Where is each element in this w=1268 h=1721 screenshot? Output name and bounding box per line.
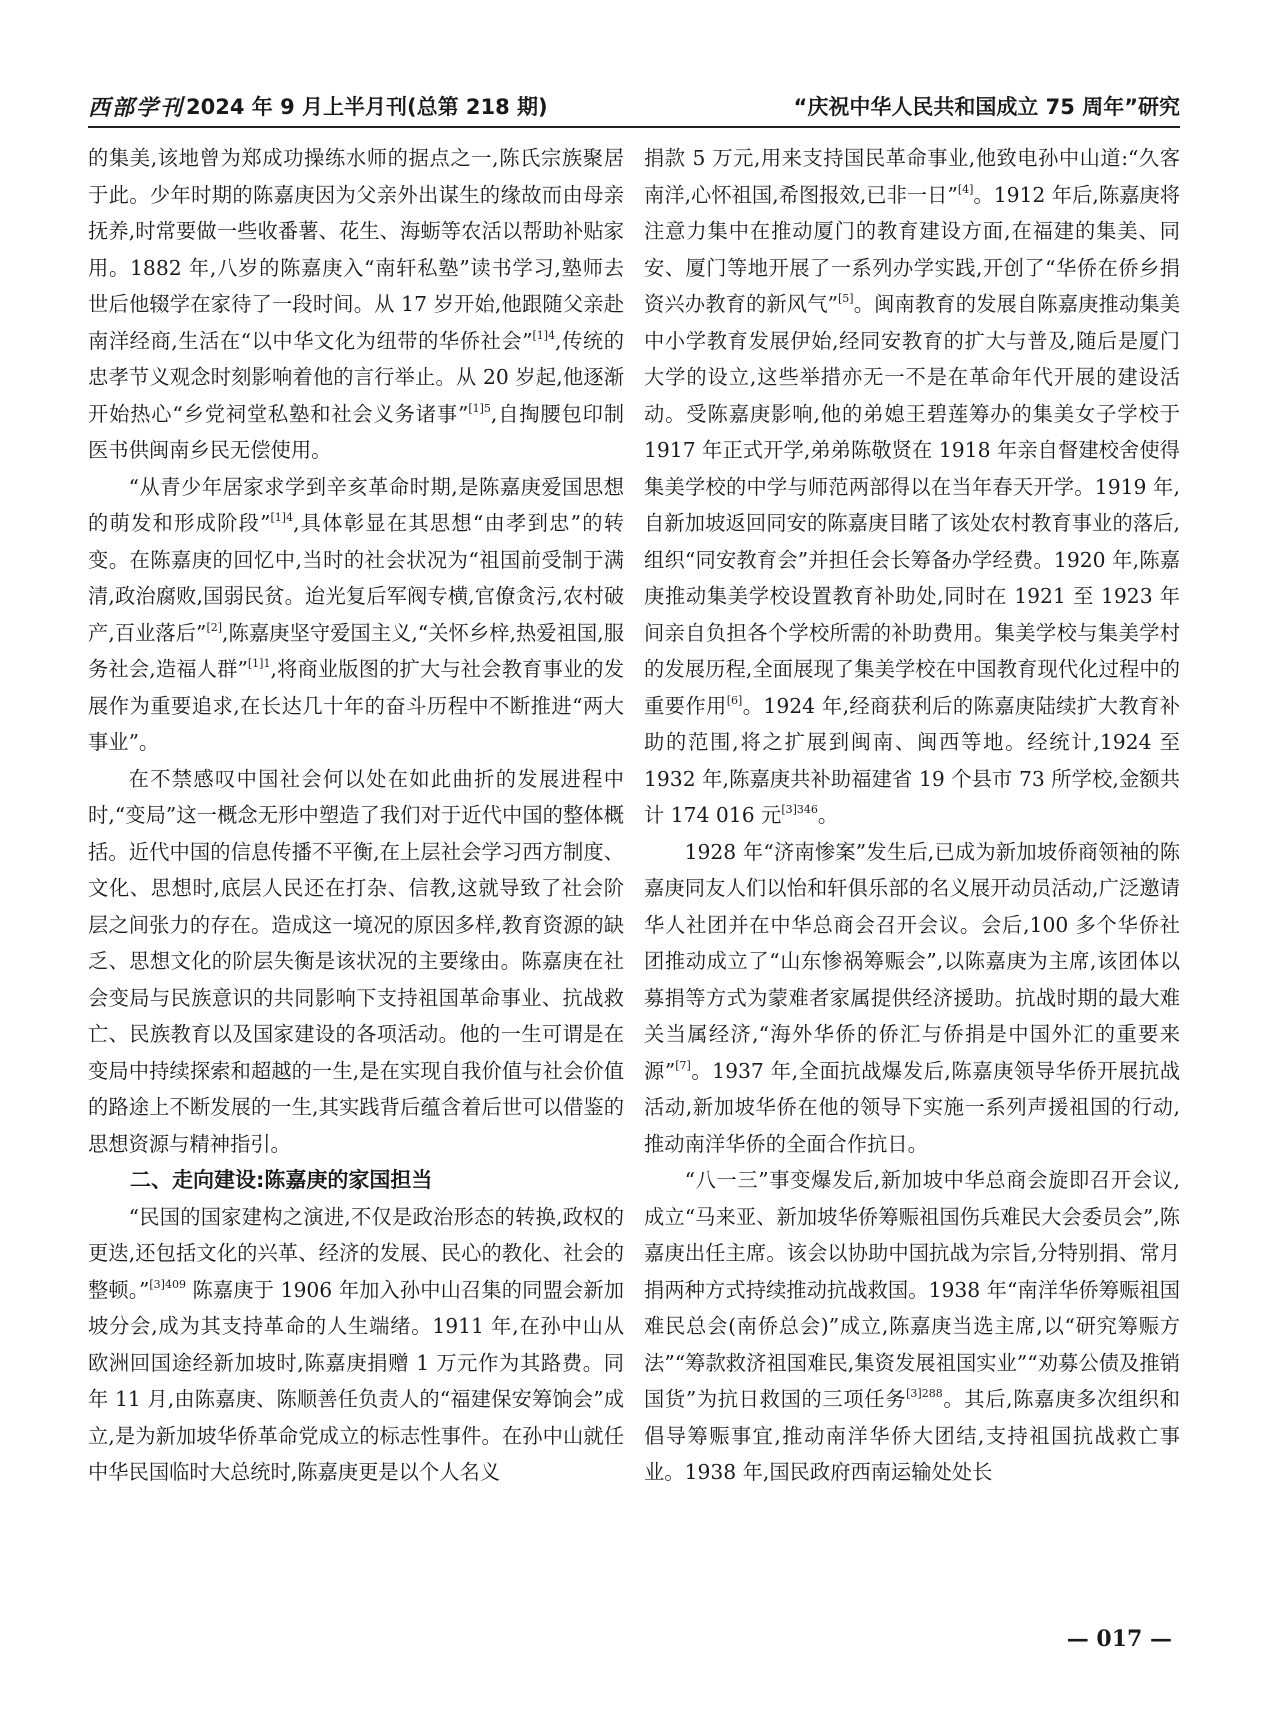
text-run: ,传统的忠孝节义观念时刻影响着他的言行举止。从 20 岁起,他逐渐开始热心“乡党祠堂私塾和社会义务诸事” (88, 328, 624, 426)
text-run: 。 (817, 803, 839, 827)
text-run: 。1937 年,全面抗战爆发后,陈嘉庚领导华侨开展抗战活动,新加坡华侨在他的领导下实施一系列声援祖国的行动,推动南洋华侨的全面合作抗日。 (644, 1058, 1180, 1156)
paragraph (88, 469, 624, 761)
text-run: 。其后,陈嘉庚多次组织和倡导筹赈事宜,推动南洋华侨大团结,支持祖国抗战救亡事业。1938 年,国民政府西南运输处处长 (644, 1387, 1181, 1484)
citation-ref: [2] (206, 620, 223, 634)
paragraph (88, 1199, 624, 1491)
text-run: 。闽南教育的发展自陈嘉庚推动集美中小学教育发展伊始,经同安教育的扩大与普及,随后是厦门大学的设立,这些举措亦无一不是在革命年代开展的建设活动。受陈嘉庚影响,他的弟媳王碧莲筹办的集美女子学校于 1917 年正式开学,弟弟陈敬贤在 1918 年亲自督建校舍使得集美学校的中学与师范两部得以在当年春天开学。1919 年,自新加坡返回同安的陈嘉庚目睹了该处农村教育事业的落后,组织“同安教育会”并担任会长筹备办学经费。1920 年,陈嘉庚推动集美学校设置教育补助处,同时在 1921 至 1923 年间亲自负担各个学校所需的补助费用。集美学校与集美学村的发展历程,全面展现了集美学校在中国教育现代化过程中的重要作用 (644, 292, 1180, 718)
text-run: ,将商业版图的扩大与社会教育事业的发展作为重要追求,在长达几十年的奋斗历程中不断推进“两大事业”。 (88, 657, 624, 754)
text-run: 陈嘉庚于 1906 年加入孙中山召集的同盟会新加坡分会,成为其支持革命的人生端绪。1911 年,在孙中山从欧洲回国途经新加坡时,陈嘉庚捐赠 1 万元作为其路费。同年 11 月,由陈嘉庚、陈顺善任负责人的“福建保安筹饷会”成立,是为新加坡华侨革命党成立的标志性事件。在孙中山就任中华民国临时大总统时,陈嘉庚更是以个人名义 (88, 1277, 624, 1484)
text-run: 捐款 5 万元,用来支持国民革命事业,他致电孙中山道:“久客南洋,心怀祖国,希图报效,已非一日” (644, 146, 1180, 207)
text-run: 的集美,该地曾为郑成功操练水师的据点之一,陈氏宗族聚居于此。少年时期的陈嘉庚因为父亲外出谋生的缘故而由母亲抚养,时常要做一些收番薯、花生、海蛎等农活以帮助补贴家用。1882 年,八岁的陈嘉庚入“南轩私塾”读书学习,塾师去世后他辍学在家待了一段时间。从 17 岁开始,他跟随父亲赴南洋经商,生活在“以中华文化为纽带的华侨社会” (88, 146, 624, 353)
issue-info: 2024 年 9 月上半月刊(总第 218 期) (186, 95, 548, 119)
text-run: ,具体彰显在其思想“由孝到忠”的转变。在陈嘉庚的回忆中,当时的社会状况为“祖国前受制于满清,政治腐败,国弱民贫。迨光复后军阀专横,官僚贪污,农村破产,百业落后” (88, 511, 625, 645)
page-number: — 017 — (1066, 1626, 1172, 1652)
section-heading: 二、走向建设:陈嘉庚的家国担当 (130, 1168, 433, 1192)
running-header (88, 86, 1180, 128)
journal-logo: 西部学刊 (88, 94, 185, 121)
citation-ref: [3]346 (781, 803, 818, 816)
citation-ref: [1]1 (247, 657, 271, 670)
text-run: “八一三”事变爆发后,新加坡中华总商会旋即召开会议,成立“马来亚、新加坡华侨筹赈祖国伤兵难民大会委员会”,陈嘉庚出任主席。该会以协助中国抗战为宗旨,分特别捐、常月捐两种方式持续推动抗战救国。1938 年“南洋华侨筹赈祖国难民总会(南侨总会)”成立,陈嘉庚当选主席,以“研究筹赈方法”“筹款救济祖国难民,集资发展祖国实业”“劝募公债及推销国货”为抗日救国的三项任务 (644, 1168, 1180, 1411)
text-run: ,自掏腰包印制医书供闽南乡民无偿使用。 (88, 401, 624, 462)
left-column (88, 140, 624, 1491)
paragraph (644, 1162, 1180, 1491)
text-run: ,陈嘉庚坚守爱国主义,“关怀乡梓,热爱祖国,服务社会,造福人群” (88, 620, 624, 681)
paragraph (88, 761, 624, 1163)
citation-ref: [1]4 (270, 511, 294, 524)
paragraph (644, 140, 1180, 834)
text-run: 1928 年“济南惨案”发生后,已成为新加坡侨商领袖的陈嘉庚同友人们以怡和轩俱乐部的名义展开动员活动,广泛邀请华人社团并在中华总商会召开会议。会后,100 多个华侨社团推动成立了“山东惨祸筹赈会”,以陈嘉庚为主席,该团体以募捐等方式为蒙难者家属提供经济援助。抗战时期的最大难关当属经济,“海外华侨的侨汇与侨捐是中国外汇的重要来源” (644, 839, 1180, 1083)
citation-ref: [7] (675, 1058, 691, 1072)
right-column (644, 140, 1180, 1491)
citation-ref: [3]409 (149, 1277, 186, 1291)
text-run: 。1924 年,经商获利后的陈嘉庚陆续扩大教育补助的范围,将之扩展到闽南、闽西等地。经统计,1924 至 1932 年,陈嘉庚共补助福建省 19 个县市 73 所学校,金额共计 174 016 元 (644, 693, 1180, 827)
header-left (88, 91, 548, 122)
citation-ref: [6] (726, 693, 743, 707)
text-run: “民国的国家建构之演进,不仅是政治形态的转换,政权的更迭,还包括文化的兴革、经济的发展、民心的教化、社会的整顿。” (88, 1204, 624, 1302)
citation-ref: [1]4 (532, 328, 556, 342)
citation-ref: [1]5 (468, 401, 491, 415)
paragraph (88, 140, 624, 469)
paragraph (644, 834, 1180, 1163)
citation-ref: [5] (837, 292, 854, 305)
citation-ref: [3]288 (906, 1387, 943, 1400)
citation-ref: [4] (957, 182, 974, 196)
text-run: 。1912 年后,陈嘉庚将注意力集中在推动厦门的教育建设方面,在福建的集美、同安、厦门等地开展了一系列办学实践,开创了“华侨在侨乡捐资兴办教育的新风气” (644, 182, 1180, 316)
section-title: “庆祝中华人民共和国成立 75 周年”研究 (793, 95, 1180, 119)
text-run: “从青少年居家求学到辛亥革命时期,是陈嘉庚爱国思想的萌发和形成阶段” (88, 474, 624, 535)
text-run: 在不禁感叹中国社会何以处在如此曲折的发展进程中时,“变局”这一概念无形中塑造了我们对于近代中国的整体概括。近代中国的信息传播不平衡,在上层社会学习西方制度、文化、思想时,底层人民还在打杂、信教,这就导致了社会阶层之间张力的存在。造成这一境况的原因多样,教育资源的缺乏、思想文化的阶层失衡是该状况的主要缘由。陈嘉庚在社会变局与民族意识的共同影响下支持祖国革命事业、抗战救亡、民族教育以及国家建设的各项活动。他的一生可谓是在变局中持续探索和超越的一生,是在实现自我价值与社会价值的路途上不断发展的一生,其实践背后蕴含着后世可以借鉴的思想资源与精神指引。 (88, 766, 624, 1156)
